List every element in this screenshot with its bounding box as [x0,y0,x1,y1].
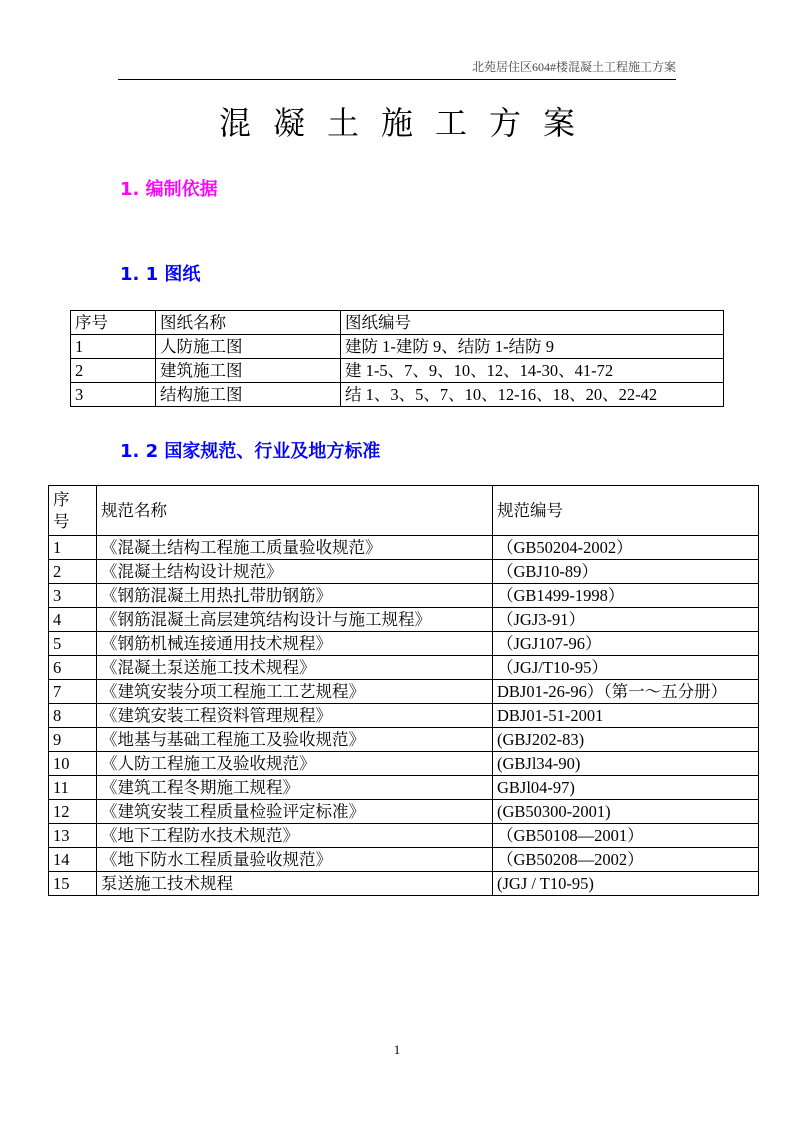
row-number: 12 [49,800,97,824]
row-number: 10 [49,752,97,776]
row-code: (JGJ / T10-95) [493,872,759,896]
section-heading-basis: 1. 编制依据 [120,179,218,200]
page-number: 1 [393,1042,401,1057]
row-code: DBJ01-51-2001 [493,704,759,728]
row-code: 结 1、3、5、7、10、12-16、18、20、22-42 [341,383,724,407]
table-row [49,848,759,872]
table-row [49,704,759,728]
row-code: （JGJ/T10-95） [493,656,759,680]
row-code: （GB50204-2002） [493,536,759,560]
row-number: 1 [71,335,156,359]
table-row [71,383,724,407]
row-number: 1 [49,536,97,560]
row-number: 3 [49,584,97,608]
page-header: 北苑居住区604#楼混凝土工程施工方案 [118,58,676,80]
row-name: 《人防工程施工及验收规范》 [97,752,493,776]
row-code: （GBJ10-89） [493,560,759,584]
row-number: 11 [49,776,97,800]
column-header: 序号 [71,311,156,335]
column-header: 规范名称 [97,486,493,536]
row-number: 7 [49,680,97,704]
row-name: 泵送施工技术规程 [97,872,493,896]
row-code: (GB50300-2001) [493,800,759,824]
row-name: 《地下工程防水技术规范》 [97,824,493,848]
row-name: 《地基与基础工程施工及验收规范》 [97,728,493,752]
table-row [49,632,759,656]
table-row [49,608,759,632]
row-number: 6 [49,656,97,680]
row-number: 14 [49,848,97,872]
row-code: 建 1-5、7、9、10、12、14-30、41-72 [341,359,724,383]
row-number: 2 [49,560,97,584]
row-name: 《建筑安装工程质量检验评定标准》 [97,800,493,824]
row-name: 人防施工图 [156,335,341,359]
row-code: GBJl04-97) [493,776,759,800]
row-code: (GBJl34-90) [493,752,759,776]
section-heading-drawings: 1. 1 图纸 [120,264,201,285]
column-header: 规范编号 [493,486,759,536]
table-row [49,752,759,776]
row-name: 《建筑安装工程资料管理规程》 [97,704,493,728]
table-row [49,536,759,560]
row-code: 建防 1-建防 9、结防 1-结防 9 [341,335,724,359]
table-row [49,800,759,824]
standards-table [48,485,759,896]
column-header: 图纸名称 [156,311,341,335]
row-name: 《钢筋混凝土用热扎带肋钢筋》 [97,584,493,608]
section-heading-standards: 1. 2 国家规范、行业及地方标准 [120,441,381,462]
row-code: （JGJ3-91） [493,608,759,632]
seq-char: 序号 [53,489,70,531]
row-name: 《混凝土泵送施工技术规程》 [97,656,493,680]
row-number: 9 [49,728,97,752]
row-name: 结构施工图 [156,383,341,407]
table-row [49,824,759,848]
row-name: 《钢筋混凝土高层建筑结构设计与施工规程》 [97,608,493,632]
row-name: 《混凝土结构工程施工质量验收规范》 [97,536,493,560]
row-number: 3 [71,383,156,407]
row-number: 13 [49,824,97,848]
table-row [49,656,759,680]
column-header: 图纸编号 [341,311,724,335]
row-code: （GB1499-1998） [493,584,759,608]
column-header [49,486,97,536]
row-code: DBJ01-26-96）（第一～五分册） [493,680,759,704]
row-name: 《混凝土结构设计规范》 [97,560,493,584]
table-row [71,359,724,383]
row-name: 《钢筋机械连接通用技术规程》 [97,632,493,656]
row-name: 《建筑安装分项工程施工工艺规程》 [97,680,493,704]
row-name: 《地下防水工程质量验收规范》 [97,848,493,872]
table-row [49,680,759,704]
drawings-table [70,310,724,407]
row-name: 《建筑工程冬期施工规程》 [97,776,493,800]
row-code: （GB50108—2001） [493,824,759,848]
table-row [49,728,759,752]
row-code: （GB50208—2002） [493,848,759,872]
row-number: 15 [49,872,97,896]
row-name: 建筑施工图 [156,359,341,383]
table-row [49,776,759,800]
table-row [71,335,724,359]
row-number: 2 [71,359,156,383]
table-row [49,584,759,608]
table-header-row [49,486,759,536]
row-number: 5 [49,632,97,656]
table-row [49,560,759,584]
row-code: (GBJ202-83) [493,728,759,752]
row-code: （JGJ107-96） [493,632,759,656]
row-number: 4 [49,608,97,632]
table-row [49,872,759,896]
document-title: 混凝土施工方案 [218,105,597,141]
table-header-row [71,311,724,335]
row-number: 8 [49,704,97,728]
